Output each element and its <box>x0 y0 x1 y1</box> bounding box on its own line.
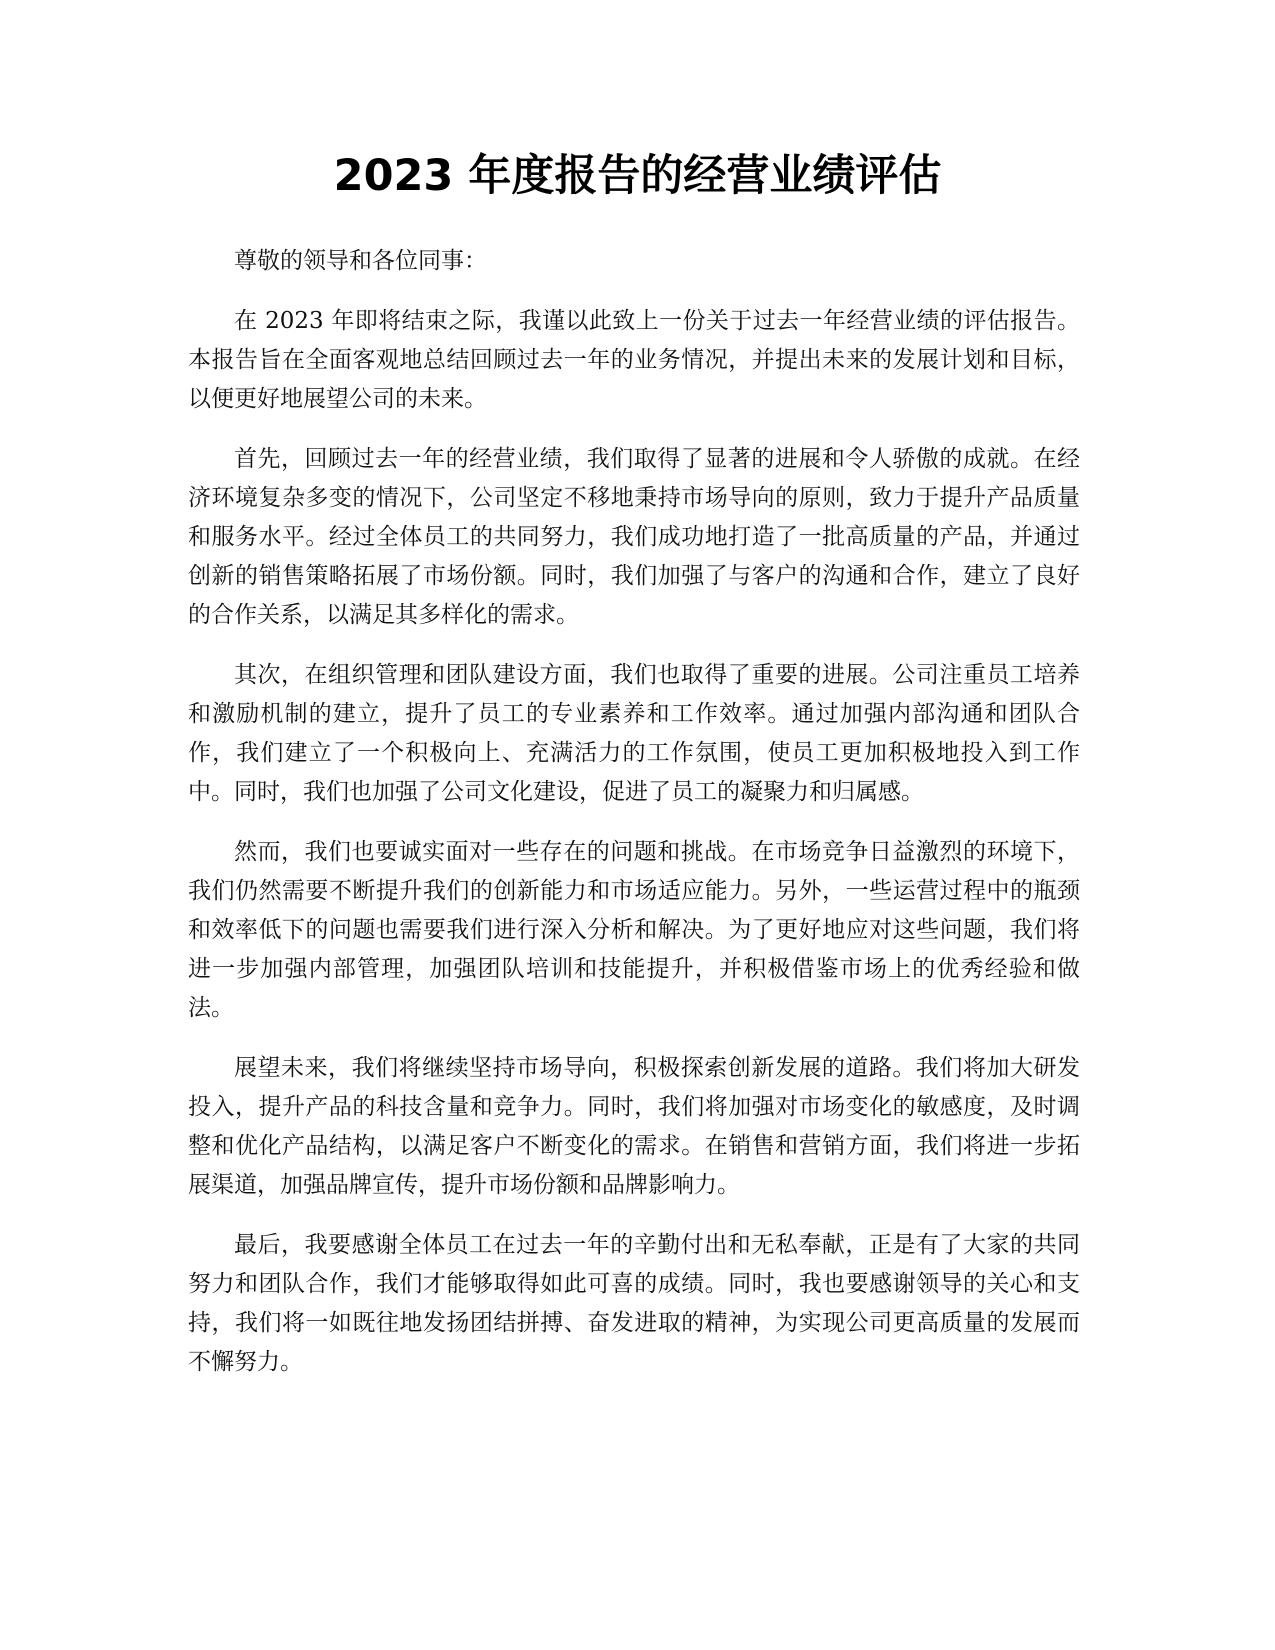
organization-paragraph: 其次，在组织管理和团队建设方面，我们也取得了重要的进展。公司注重员工培养和激励机制的建立，提升了员工的专业素养和工作效率。通过加强内部沟通和团队合作，我们建立了一个积极向上、充满活力的工作氛围，使员工更加积极地投入到工作中。同时，我们也加强了公司文化建设，促进了员工的凝聚力和归属感。 <box>188 662 1080 805</box>
outlook-paragraph: 展望未来，我们将继续坚持市场导向，积极探索创新发展的道路。我们将加大研发投入，提升产品的科技含量和竞争力。同时，我们将加强对市场变化的敏感度，及时调整和优化产品结构，以满足客户不断变化的需求。在销售和营销方面，我们将进一步拓展渠道，加强品牌宣传，提升市场份额和品牌影响力。 <box>188 1055 1080 1198</box>
salutation-paragraph: 尊敬的领导和各位同事： <box>234 248 487 274</box>
intro-paragraph: 在 2023 年即将结束之际，我谨以此致上一份关于过去一年经营业绩的评估报告。本报告旨在全面客观地总结回顾过去一年的业务情况，并提出未来的发展计划和目标，以便更好地展望公司的未来。 <box>188 308 1080 412</box>
document-title: 2023 年度报告的经营业绩评估 <box>333 151 942 201</box>
performance-review-paragraph: 首先，回顾过去一年的经营业绩，我们取得了显著的进展和令人骄傲的成就。在经济环境复杂多变的情况下，公司坚定不移地秉持市场导向的原则，致力于提升产品质量和服务水平。经过全体员工的共同努力，我们成功地打造了一批高质量的产品，并通过创新的销售策略拓展了市场份额。同时，我们加强了与客户的沟通和合作，建立了良好的合作关系，以满足其多样化的需求。 <box>188 446 1080 628</box>
document-body <box>188 242 1080 1403</box>
closing-paragraph: 最后，我要感谢全体员工在过去一年的辛勤付出和无私奉献，正是有了大家的共同努力和团队合作，我们才能够取得如此可喜的成绩。同时，我也要感谢领导的关心和支持，我们将一如既往地发扬团结拼搏、奋发进取的精神，为实现公司更高质量的发展而不懈努力。 <box>188 1232 1080 1375</box>
challenges-paragraph: 然而，我们也要诚实面对一些存在的问题和挑战。在市场竞争日益激烈的环境下，我们仍然需要不断提升我们的创新能力和市场适应能力。另外，一些运营过程中的瓶颈和效率低下的问题也需要我们进行深入分析和解决。为了更好地应对这些问题，我们将进一步加强内部管理，加强团队培训和技能提升，并积极借鉴市场上的优秀经验和做法。 <box>188 839 1080 1021</box>
